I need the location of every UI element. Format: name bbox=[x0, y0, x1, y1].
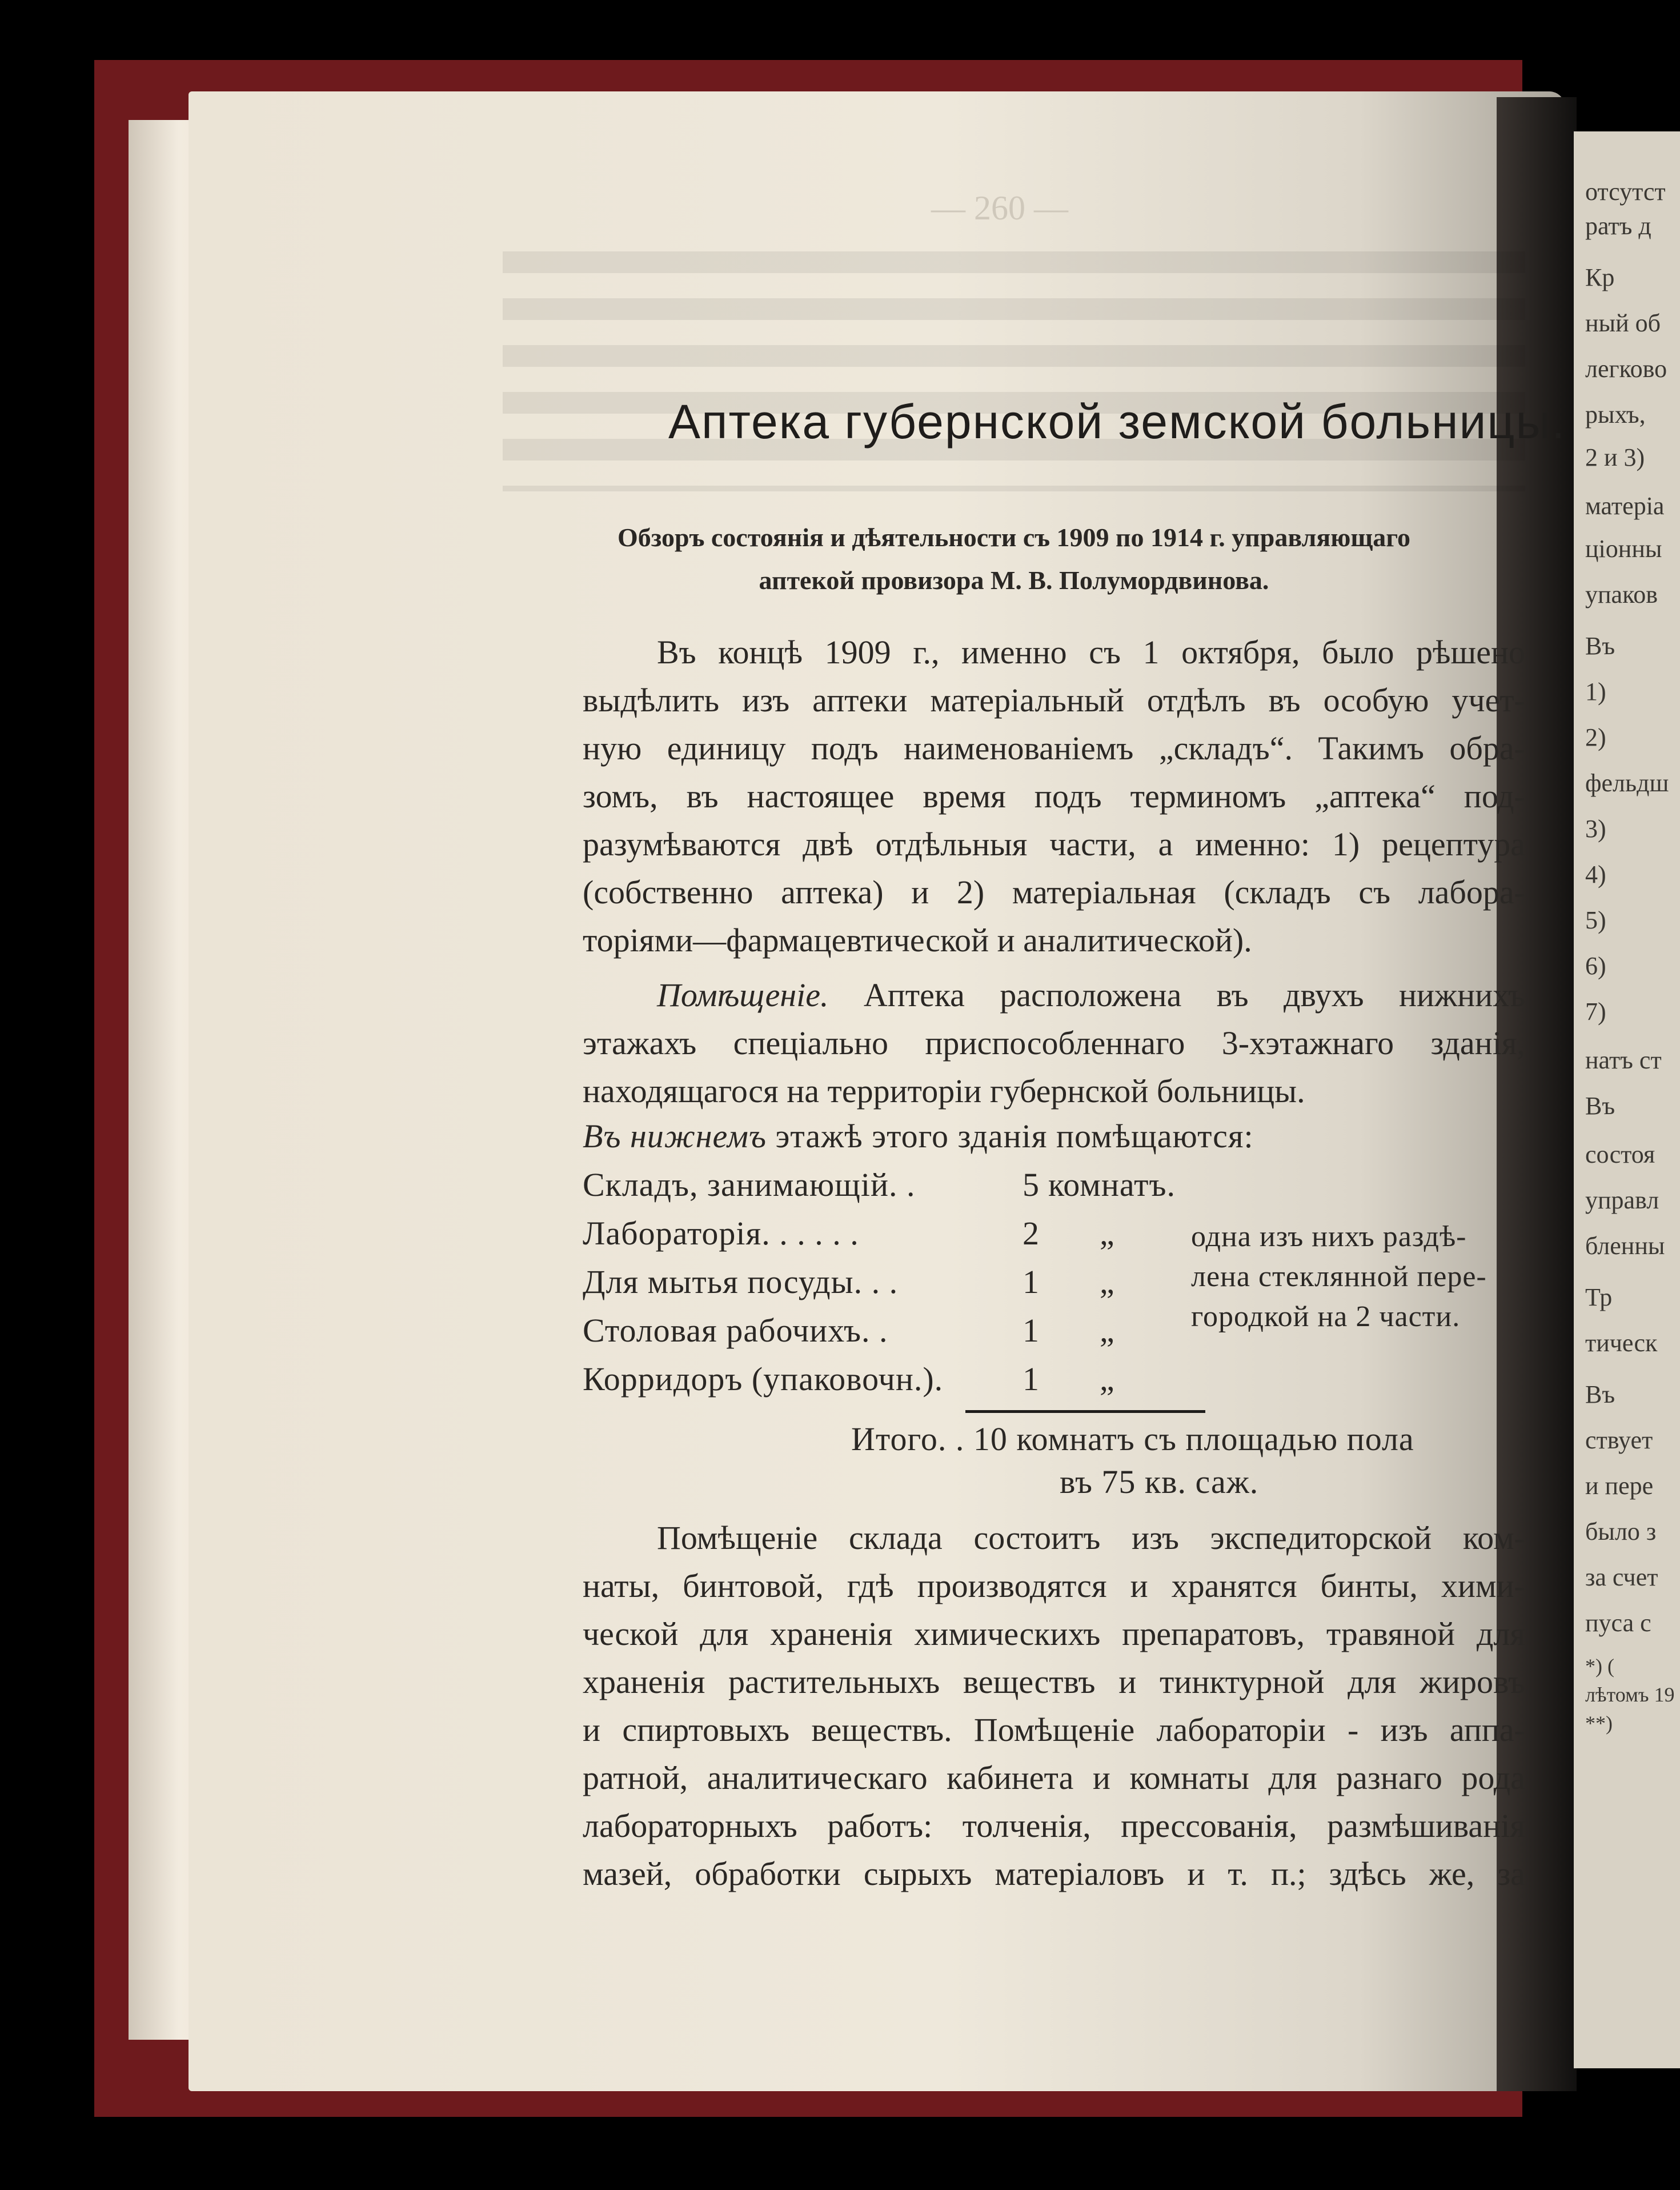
floor-heading bbox=[583, 1117, 1254, 1155]
paragraph-line: наты, бинтовой, гдѣ производятся и хранятся бинты, хими- bbox=[583, 1567, 1525, 1604]
right-page-fragment: бленны bbox=[1585, 1232, 1665, 1260]
right-page-fragment: рыхъ, bbox=[1585, 401, 1646, 429]
room-unit: „ bbox=[1100, 1215, 1115, 1252]
right-page-fragment: состоя bbox=[1585, 1140, 1655, 1168]
right-page-fragment: пуса с bbox=[1585, 1609, 1651, 1637]
right-page-fragment: тическ bbox=[1585, 1329, 1658, 1357]
right-page-fragment: фельдш bbox=[1585, 769, 1669, 797]
right-page-fragment: Въ bbox=[1585, 1380, 1615, 1408]
right-page-fragment: лѣтомъ 19 bbox=[1585, 1683, 1675, 1706]
right-page-fragment: Кр bbox=[1585, 263, 1615, 291]
paragraph-line: зомъ, въ настоящее время подъ терминомъ „аптека“ под- bbox=[583, 778, 1525, 815]
room-count: 2 bbox=[1023, 1215, 1040, 1252]
paragraph-line: (собственно аптека) и 2) матеріальная (складъ съ лабора- bbox=[583, 874, 1525, 911]
paragraph-line: Помѣщеніе склада состоитъ изъ экспедиторской ком- bbox=[657, 1519, 1525, 1556]
paragraph-line: торіями—фармацевтической и аналитической). bbox=[583, 922, 1252, 959]
paragraph-3 bbox=[583, 1514, 1525, 1898]
room-count: 1 bbox=[1023, 1360, 1040, 1398]
floor-lead: Въ нижнемъ bbox=[583, 1118, 767, 1155]
rooms-note-line: одна изъ нихъ раздѣ- bbox=[1191, 1220, 1467, 1253]
room-unit: комнатъ. bbox=[1048, 1166, 1176, 1203]
right-page-fragment: отсутст bbox=[1585, 178, 1666, 206]
rooms-note-line: лена стеклянной пере- bbox=[1191, 1260, 1487, 1293]
right-page-fragment: натъ ст bbox=[1585, 1046, 1662, 1074]
paragraph-line: выдѣлить изъ аптеки матеріальный отдѣлъ въ особую учет- bbox=[583, 682, 1525, 719]
right-page-fragment: легково bbox=[1585, 355, 1667, 383]
paragraph-line: Въ концѣ 1909 г., именно съ 1 октября, было рѣшено bbox=[657, 634, 1525, 671]
room-unit: „ bbox=[1100, 1263, 1115, 1300]
bleed-through-text bbox=[503, 251, 1525, 491]
subtitle-line-1: Обзоръ состоянія и дѣятельности съ 1909 по 1914 г. управляющаго bbox=[617, 523, 1411, 552]
paragraph-line: и спиртовыхъ веществъ. Помѣщеніе лабораторіи - изъ аппа- bbox=[583, 1711, 1525, 1748]
total-line-2: въ 75 кв. саж. bbox=[1060, 1463, 1259, 1500]
right-page-fragment: упаков bbox=[1585, 580, 1658, 608]
right-page-fragment: 7) bbox=[1585, 998, 1606, 1026]
paragraph-line: разумѣваются двѣ отдѣльныя части, а именно: 1) рецептура bbox=[583, 826, 1525, 863]
right-page-fragment: ціонны bbox=[1585, 535, 1662, 563]
right-page-fragment: 2) bbox=[1585, 723, 1606, 751]
paragraph-line bbox=[583, 971, 1525, 1019]
right-page-fragment: Въ bbox=[1585, 632, 1615, 660]
room-unit: „ bbox=[1100, 1360, 1115, 1398]
room-count: 5 bbox=[1023, 1166, 1040, 1203]
room-name: Для мытья посуды. . . bbox=[583, 1263, 899, 1300]
paragraph-line: мазей, обработки сырыхъ матеріаловъ и т. п.; здѣсь же, за bbox=[583, 1855, 1525, 1892]
total-line-1: Итого. . 10 комнатъ съ площадью пола bbox=[851, 1420, 1414, 1458]
right-page-fragment: 4) bbox=[1585, 860, 1606, 888]
paragraph-1 bbox=[583, 628, 1525, 964]
right-page-fragment: 6) bbox=[1585, 952, 1606, 980]
room-count: 1 bbox=[1023, 1263, 1040, 1300]
right-page-fragment: матеріа bbox=[1585, 492, 1665, 520]
paragraph-line: находящагося на территоріи губернской больницы. bbox=[583, 1072, 1305, 1110]
right-page-fragment: 1) bbox=[1585, 678, 1606, 706]
floor-rest: этажѣ этого зданія помѣщаются: bbox=[775, 1118, 1254, 1155]
room-name: Складъ, занимающій. . bbox=[583, 1166, 916, 1203]
right-page-fragment: за счет bbox=[1585, 1563, 1658, 1591]
paragraph-line: храненія растительныхъ веществъ и тинктурной для жировъ bbox=[583, 1663, 1525, 1700]
rooms-note-line: городкой на 2 части. bbox=[1191, 1300, 1461, 1333]
right-page-fragment: Тр bbox=[1585, 1283, 1613, 1311]
right-page-fragment: 2 и 3) bbox=[1585, 443, 1645, 471]
room-name: Столовая рабочихъ. . bbox=[583, 1312, 888, 1349]
room-unit: „ bbox=[1100, 1312, 1115, 1349]
room-count: 1 bbox=[1023, 1312, 1040, 1349]
paragraph-2 bbox=[583, 971, 1525, 1115]
right-page-fragment: *) ( bbox=[1585, 1655, 1614, 1677]
subtitle-line-2: аптекой провизора М. В. Полумордвинова. bbox=[759, 566, 1269, 595]
paragraph-line: ную единицу подъ наименованіемъ „складъ“. Такимъ обра- bbox=[583, 730, 1525, 767]
room-name: Корридоръ (упаковочн.). bbox=[583, 1360, 944, 1398]
section-lead: Помѣщеніе. bbox=[657, 976, 829, 1014]
paragraph-line: лабораторныхъ работъ: толченія, прессованія, размѣшиванія bbox=[583, 1807, 1525, 1844]
right-page-fragment: управл bbox=[1585, 1186, 1659, 1214]
paragraph-line: ческой для храненія химическихъ препаратовъ, травяной для bbox=[583, 1615, 1525, 1652]
total-rule bbox=[965, 1410, 1205, 1413]
right-page-fragment: Въ bbox=[1585, 1092, 1615, 1120]
right-page-fragment: ствует bbox=[1585, 1426, 1653, 1454]
paragraph-line: ратной, аналитическаго кабинета и комнаты для разнаго рода bbox=[583, 1759, 1525, 1796]
paragraph-text: Аптека расположена въ двухъ нижнихъ bbox=[863, 976, 1525, 1014]
right-page-fragment: было з bbox=[1585, 1518, 1657, 1546]
right-page-fragment: 3) bbox=[1585, 815, 1606, 843]
right-page-fragment: ный об bbox=[1585, 309, 1661, 337]
page-number: — 260 — bbox=[931, 189, 1068, 227]
right-page-fragment: 5) bbox=[1585, 906, 1606, 934]
paragraph-line: этажахъ спеціально приспособленнаго 3-хэтажнаго зданія, bbox=[583, 1024, 1525, 1062]
right-page-fragment: **) bbox=[1585, 1712, 1613, 1735]
page-title: Аптека губернской земской больницы. bbox=[668, 395, 1566, 449]
right-page-fragment: ратъ д bbox=[1585, 212, 1651, 240]
room-name: Лабораторія. . . . . . bbox=[583, 1215, 859, 1252]
right-page-fragment: и пере bbox=[1585, 1472, 1654, 1500]
right-page bbox=[1574, 131, 1680, 2068]
